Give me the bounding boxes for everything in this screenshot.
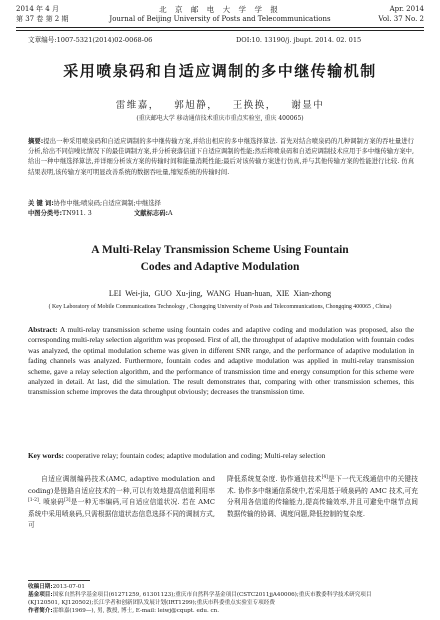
keywords-en	[28, 451, 414, 461]
affiliation-en: ( Key Laboratory of Mobile Communications Technology , Chongqing University of Posts and Telecommunications, Chongqing 400065 , China)	[48, 304, 392, 310]
issue-date-en: Apr. 2014	[389, 5, 424, 13]
body-left-text-3: 是一种无率编码,可自适应信道状况. 若在 AMC 系统中采用喷泉码,只需根据信道状态信息选择不同的调制方式,可	[28, 498, 215, 530]
keywords-zh	[28, 199, 414, 209]
keywords-en-text: cooperative relay; fountain codes; adaptive modulation and coding; Multi-relay selection	[65, 451, 326, 460]
header-rule-thin	[16, 30, 424, 31]
citation-3: [3]	[64, 497, 71, 503]
article-id: 文章编号:1007-5321(2014)02-0068-06	[28, 36, 153, 44]
author-bio-label: 作者简介:	[28, 608, 53, 614]
header-rule-thick	[16, 27, 424, 28]
doc-code-value: A	[168, 210, 173, 217]
author-bio: 雷维嘉(1969—), 男, 教授, 博士, E-mail: leiwj@cqupt. edu. cn.	[52, 608, 220, 614]
doi: DOI:10. 13190/j. jbupt. 2014. 02. 015	[236, 36, 362, 44]
volume-en: Vol. 37 No. 2	[378, 15, 424, 23]
received-date: 2013-07-01	[52, 584, 85, 590]
affiliation-zh: (重庆邮电大学 移动通信技术重庆市重点实验室, 重庆 400065)	[136, 115, 304, 122]
keywords-zh-text: 协作中继;喷泉码;自适应调制;中继选择	[53, 200, 161, 207]
clc-value: TN911. 3	[62, 210, 92, 217]
clc-label: 中图分类号:	[28, 210, 63, 217]
keywords-en-label: Key words:	[28, 451, 64, 460]
abstract-en	[28, 325, 414, 398]
footnote-author	[28, 607, 414, 615]
issue-date-zh: 2014 年 4 月	[16, 5, 59, 13]
fund-text-2: (KJ120501, KJ120502);长江学者和创新团队发展计划(IRT1299);重庆市科委重点实验室专项经费	[28, 600, 275, 606]
body-right-text-1: 降低系统复杂度. 协作通信技术	[227, 475, 322, 483]
volume-zh: 第 37 卷 第 2 期	[16, 15, 69, 23]
footnote-rule	[28, 580, 90, 581]
authors-en: LEI Wei-jia, GUO Xu-jing, WANG Huan-huan, XIE Xian-zhong	[108, 289, 332, 298]
fund-label: 基金项目:	[28, 592, 53, 598]
body-left-text-2: . 喷泉码	[38, 498, 65, 507]
abstract-en-text: A multi-relay transmission scheme using fountain codes and adaptive coding and modulation was proposed, also the corresponding multi-relay selection algorithm was proposed. First of all, the throughput of adaptive modulation with fountain codes was analyzed, the optimal modulation scheme was given in different SNR range, and the performance of adaptive modulation in fading channels was analyzed. Furthermore, fountain codes and adaptive modulation was applied in multi-relay transmission scheme, gave a relay selection algorithm, and the performance of transmission time and energy consumption for this scheme were analyzed in detail. At last, did the simulation. The result demonstrates that, comparing with other transmission schemes, this transmission scheme improves the data throughput obviously; decreases the transmission time.	[28, 325, 415, 397]
citation-1-2: [1-2]	[28, 497, 39, 503]
abstract-en-label: Abstract:	[28, 325, 58, 334]
body-column-right	[227, 474, 418, 520]
title-en-line2: Codes and Adaptive Modulation	[140, 261, 300, 273]
received-label: 收稿日期:	[28, 584, 53, 590]
doc-code	[134, 209, 173, 219]
title-en	[0, 242, 440, 276]
journal-name-en: Journal of Beijing University of Posts and Telecommunications	[109, 15, 331, 23]
title-zh: 采用喷泉码和自适应调制的多中继传输机制	[63, 62, 377, 80]
journal-name-zh: 北 京 邮 电 大 学 学 报	[159, 5, 281, 14]
title-en-line1: A Multi-Relay Transmission Scheme Using Fountain	[91, 244, 349, 256]
abstract-zh	[28, 137, 414, 178]
citation-4: [4]	[321, 474, 328, 480]
doc-code-label: 文献标志码:	[134, 210, 169, 217]
clc-number	[28, 209, 92, 219]
body-column-left	[28, 474, 215, 532]
abstract-zh-text: 提出一种采用喷泉码和自适应调制的多中继传输方案,并给出相应的多中继选择算法. 首先对结合喷泉码的几种调制方案的吞吐量进行分析,给出不同信噪比情况下的最佳调制方案,并分析衰落信道下自适应调制的性能;然后将喷泉码和自适应调制技术应用于多中继传输方案中,给出一种中继选择算法,并详细分析该方案的传输时间和能量消耗性能;最后对该传输方案进行仿真,并与其他传输方案的性能进行比较. 仿真结果表明,该传输方案可明显改善系统的数据吞吐量,缩短系统的传输时间.	[28, 138, 414, 176]
fund-text-1: 国家自然科学基金项目(61271259, 61301123);重庆市自然科学基金项目(CSTC2011jjA40006);重庆市教委科学技术研究项目	[52, 592, 372, 598]
keywords-zh-label: 关 键 词:	[28, 200, 54, 207]
abstract-zh-label: 摘要:	[28, 138, 44, 145]
body-right-text-2: 是下一代无线通信中的关键技术. 协作多中继通信系统中,若采用基于喷泉码的 AMC 技术,可充分利用各信道的传输能力,提高传输效率,并且可避免中继节点间数据传输的协调、调度问题,降低控制的复杂度.	[227, 475, 418, 518]
body-left-text-1: 自适应调制编码技术(AMC, adaptive modulation and coding)是链路自适应技术的一种,可以有效地提高信道利用率	[28, 475, 215, 495]
authors-zh: 雷维嘉， 郭旭静， 王换换， 谢显中	[115, 100, 325, 111]
